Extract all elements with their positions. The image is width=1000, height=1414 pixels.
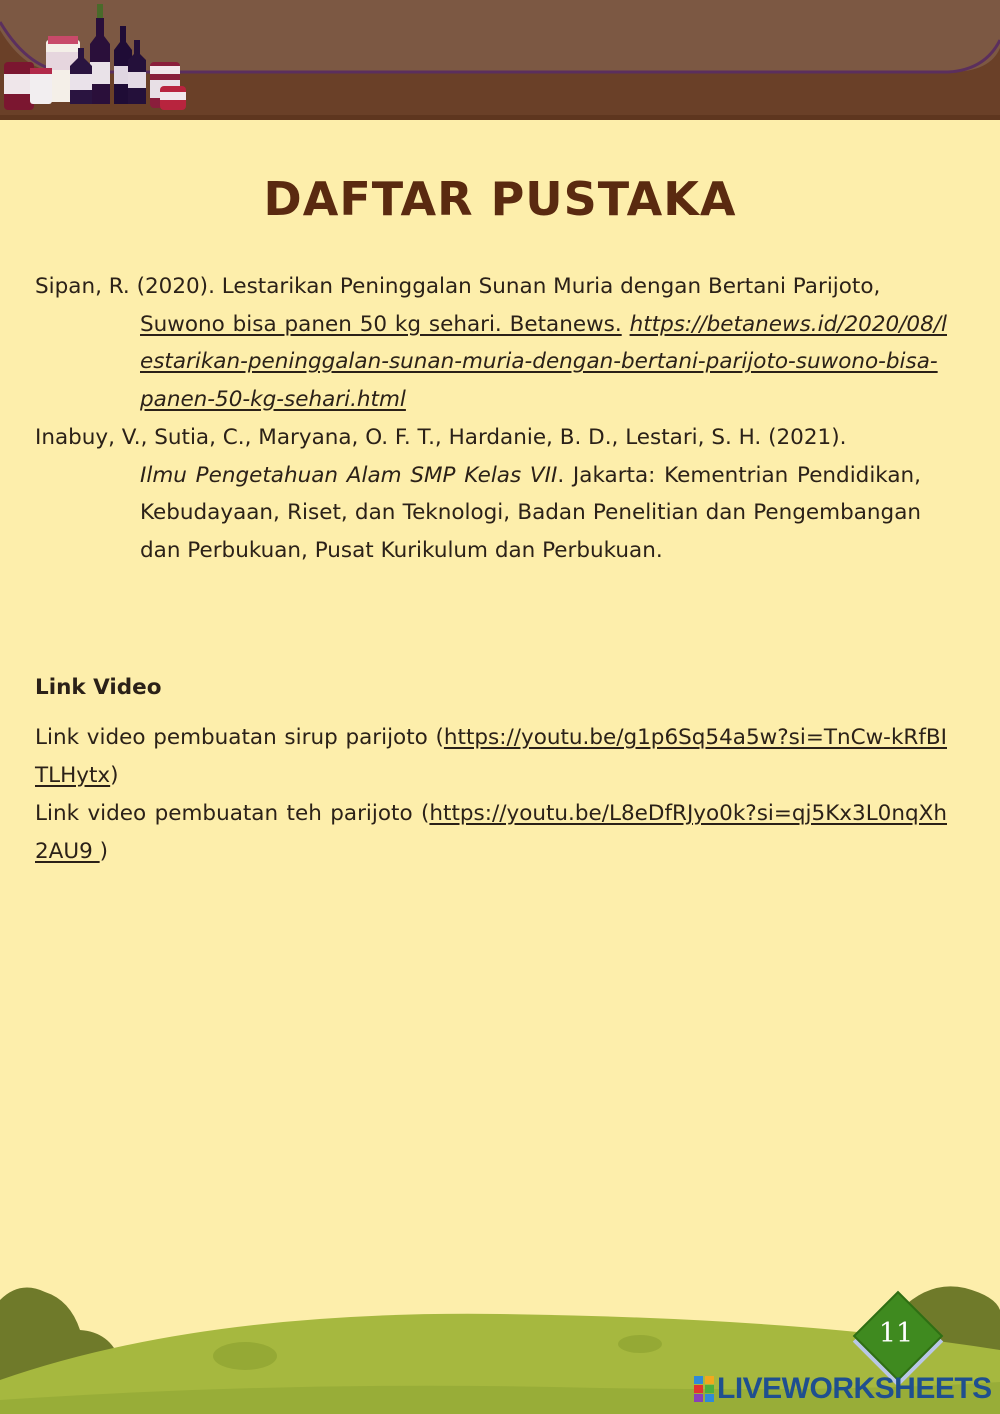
reference-hanging-text: [140, 306, 947, 419]
reference-hanging-text: [140, 457, 921, 570]
reference-entry: [35, 268, 947, 418]
liveworksheets-watermark: [693, 1372, 992, 1406]
reference-citation: Sipan, R. (2020). Lestarikan Peninggalan Sunan Muria dengan Bertani Parijoto,: [35, 274, 881, 299]
link-video-heading: Link Video: [35, 675, 162, 700]
page-number: 11: [878, 1318, 914, 1349]
video-link-label: Link video pembuatan teh parijoto (: [35, 801, 430, 826]
video-link-item: [35, 719, 947, 794]
reference-book-title: Ilmu Pengetahuan Alam SMP Kelas VII: [140, 462, 558, 488]
page-number-badge: [852, 1290, 940, 1378]
video-link-suffix: ): [99, 838, 109, 864]
reference-url-link[interactable]: https://betanews.id/2020/08/lestarikan-peninggalan-sunan-muria-dengan-bertani-parijoto-suwono-bisa-panen-50-kg-sehari.html: [140, 311, 947, 412]
video-url-link[interactable]: https://youtu.be/g1p6Sq54a5w?si=TnCw-kRfBITLHytx: [35, 725, 947, 788]
reference-citation: Inabuy, V., Sutia, C., Maryana, O. F. T., Hardanie, B. D., Lestari, S. H. (2021).: [35, 425, 847, 450]
video-link-label: Link video pembuatan sirup parijoto (: [35, 725, 444, 750]
video-link-suffix: ): [110, 762, 119, 788]
reference-publisher: . Jakarta: Kementrian Pendidikan, Kebudayaan, Riset, dan Teknologi, Badan Penelitian dan Pengembangan dan Perbukuan, Pusat Kurikulum dan Perbukuan.: [140, 462, 922, 563]
reference-entry: [35, 419, 947, 569]
page-title: DAFTAR PUSTAKA: [263, 172, 737, 226]
product-photo: [0, 0, 190, 118]
video-url-link[interactable]: https://youtu.be/L8eDfRJyo0k?si=qj5Kx3L0nqXh2AU9: [35, 801, 947, 864]
video-link-item: [35, 795, 947, 870]
liveworksheets-text: LIVEWORKSHEETS: [717, 1372, 992, 1405]
reference-source-text: Suwono bisa panen 50 kg sehari. Betanews.: [140, 311, 622, 337]
liveworksheets-logo-icon: [693, 1375, 715, 1403]
